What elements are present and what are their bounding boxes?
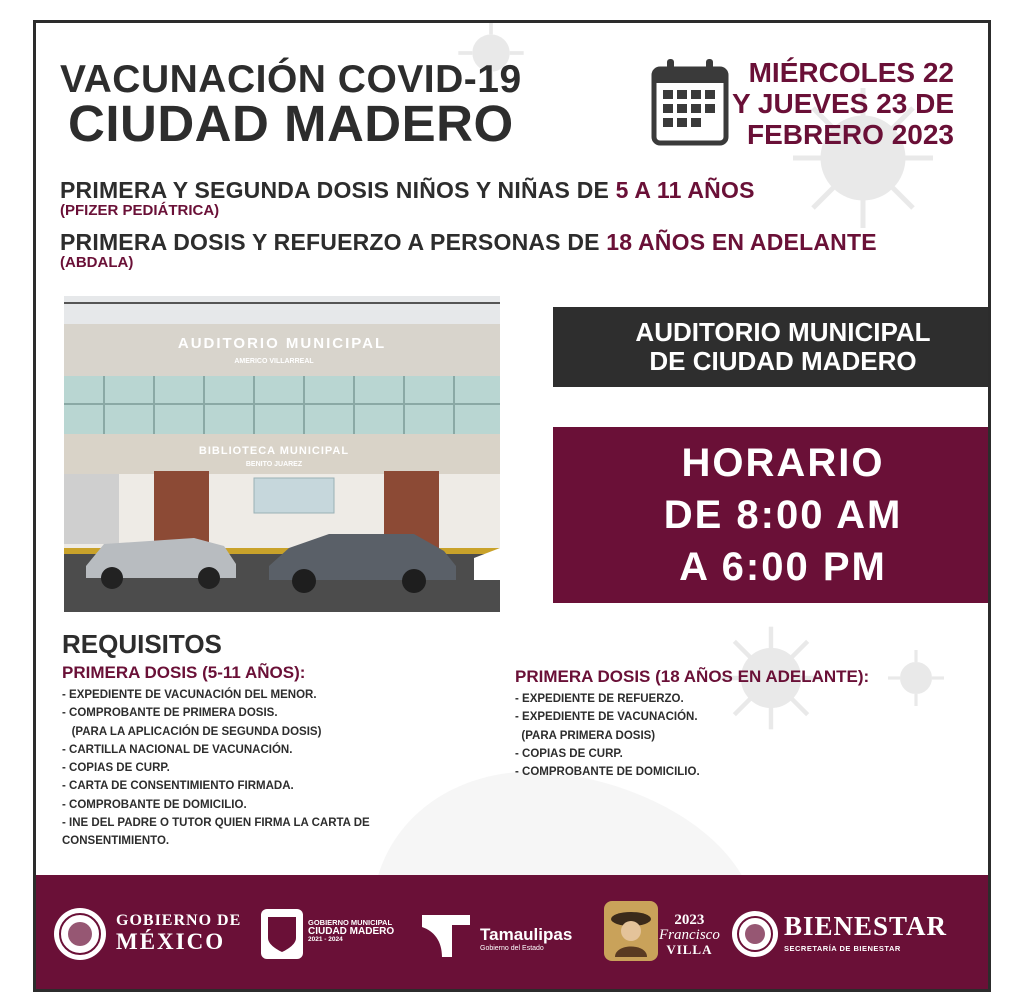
requirements-list [515,690,869,781]
list-item: (PARA PRIMERA DOSIS) [515,729,656,742]
bienestar-seal-icon [732,911,778,957]
tamaulipas-sub: Gobierno del Estado [480,945,544,952]
list-item: - INE DEL PADRE O TUTOR QUIEN FIRMA LA CARTA DE [62,817,370,830]
venue-line-1: AUDITORIO MUNICIPAL [635,317,931,348]
list-item: - CARTA DE CONSENTIMIENTO FIRMADA. [62,780,294,793]
logo-gobierno-mexico [116,912,241,953]
title-line-2: CIUDAD MADERO [68,95,514,153]
title-line-1: VACUNACIÓN COVID-19 [60,58,522,101]
dose-text: PRIMERA Y SEGUNDA DOSIS NIÑOS Y NIÑAS DE [60,177,616,203]
venue-box [553,307,991,387]
villa-portrait-icon [604,901,658,961]
event-date [732,58,954,150]
virus-decoration [886,648,946,708]
bienestar-name: BIENESTAR [784,911,948,941]
sign-benito: BENITO JUAREZ [245,461,303,468]
hours-line-3: A 6:00 PM [679,545,887,589]
list-item: - EXPEDIENTE DE VACUNACIÓN DEL MENOR. [62,689,317,701]
villa-name-2: VILLA [666,942,713,957]
hours-box [553,427,991,603]
requirements-title: REQUISITOS [62,629,222,659]
logo-bienestar [784,913,947,953]
list-item: - COPIAS DE CURP. [62,762,170,775]
logo-francisco-villa [659,913,720,956]
requirements-children [62,663,370,851]
date-line-2: Y JUEVES 23 DE [731,87,954,119]
list-item: - COMPROBANTE DE PRIMERA DOSIS. [62,707,278,720]
dose-age-highlight: 18 AÑOS EN ADELANTE [606,229,877,255]
list-item: - EXPEDIENTE DE VACUNACIÓN. [515,711,698,724]
requirements-list [62,686,370,851]
madero-line-1: GOBIERNO MUNICIPAL [308,918,393,927]
sign-biblioteca: BIBLIOTECA MUNICIPAL [198,445,350,457]
madero-line-3: 2021 - 2024 [308,936,343,944]
sign-auditorio: AUDITORIO MUNICIPAL [177,335,387,352]
list-item: CONSENTIMIENTO. [62,835,170,848]
tamaulipas-name: Tamaulipas [480,925,573,944]
page-title [60,58,522,153]
footer-logos [36,875,988,992]
madero-line-2: CIUDAD MADERO [308,925,395,937]
list-item: - CARTILLA NACIONAL DE VACUNACIÓN. [62,743,293,756]
gob-mexico-line-2: MÉXICO [116,929,226,954]
building-illustration [64,296,500,612]
list-item: - COMPROBANTE DE DOMICILIO. [515,766,700,779]
requirements-heading: PRIMERA DOSIS (18 AÑOS EN ADELANTE): [515,667,870,686]
vaccine-name: (PFIZER PEDIÁTRICA) [60,202,220,219]
mexico-seal-icon [54,908,106,960]
dose-text: PRIMERA DOSIS Y REFUERZO A PERSONAS DE [60,229,607,255]
list-item: - EXPEDIENTE DE REFUERZO. [515,693,684,705]
madero-shield-icon [261,909,303,959]
venue-photo [64,296,500,612]
gob-mexico-line-1: GOBIERNO DE [116,912,242,929]
venue-line-2: DE CIUDAD MADERO [649,346,917,376]
logo-ciudad-madero [308,919,394,944]
list-item: - COPIAS DE CURP. [515,747,623,760]
date-line-3: FEBRERO 2023 [747,118,954,150]
list-item: - COMPROBANTE DE DOMICILIO. [62,798,247,811]
hours-line-2: DE 8:00 AM [663,493,903,537]
tamaulipas-t-icon [420,911,472,959]
villa-name-1: Francisco [659,927,720,943]
hours-line-1: HORARIO [681,441,885,485]
requirements-heading: PRIMERA DOSIS (5-11 AÑOS): [62,663,306,682]
date-line-1: MIÉRCOLES 22 [748,57,954,88]
list-item: (PARA LA APLICACIÓN DE SEGUNDA DOSIS) [62,725,322,738]
calendar-icon [651,57,729,147]
poster [33,20,991,992]
villa-year: 2023 [674,912,705,928]
requirements-adults [515,667,869,781]
vaccine-name: (ABDALA) [60,254,134,271]
bienestar-sub: SECRETARÍA DE BIENESTAR [784,944,901,953]
logo-tamaulipas [480,925,572,952]
dose-line-children [60,177,755,219]
dose-age-highlight: 5 A 11 AÑOS [615,177,755,203]
dose-line-adults [60,229,877,271]
sign-americo: AMERICO VILLARREAL [234,358,314,365]
